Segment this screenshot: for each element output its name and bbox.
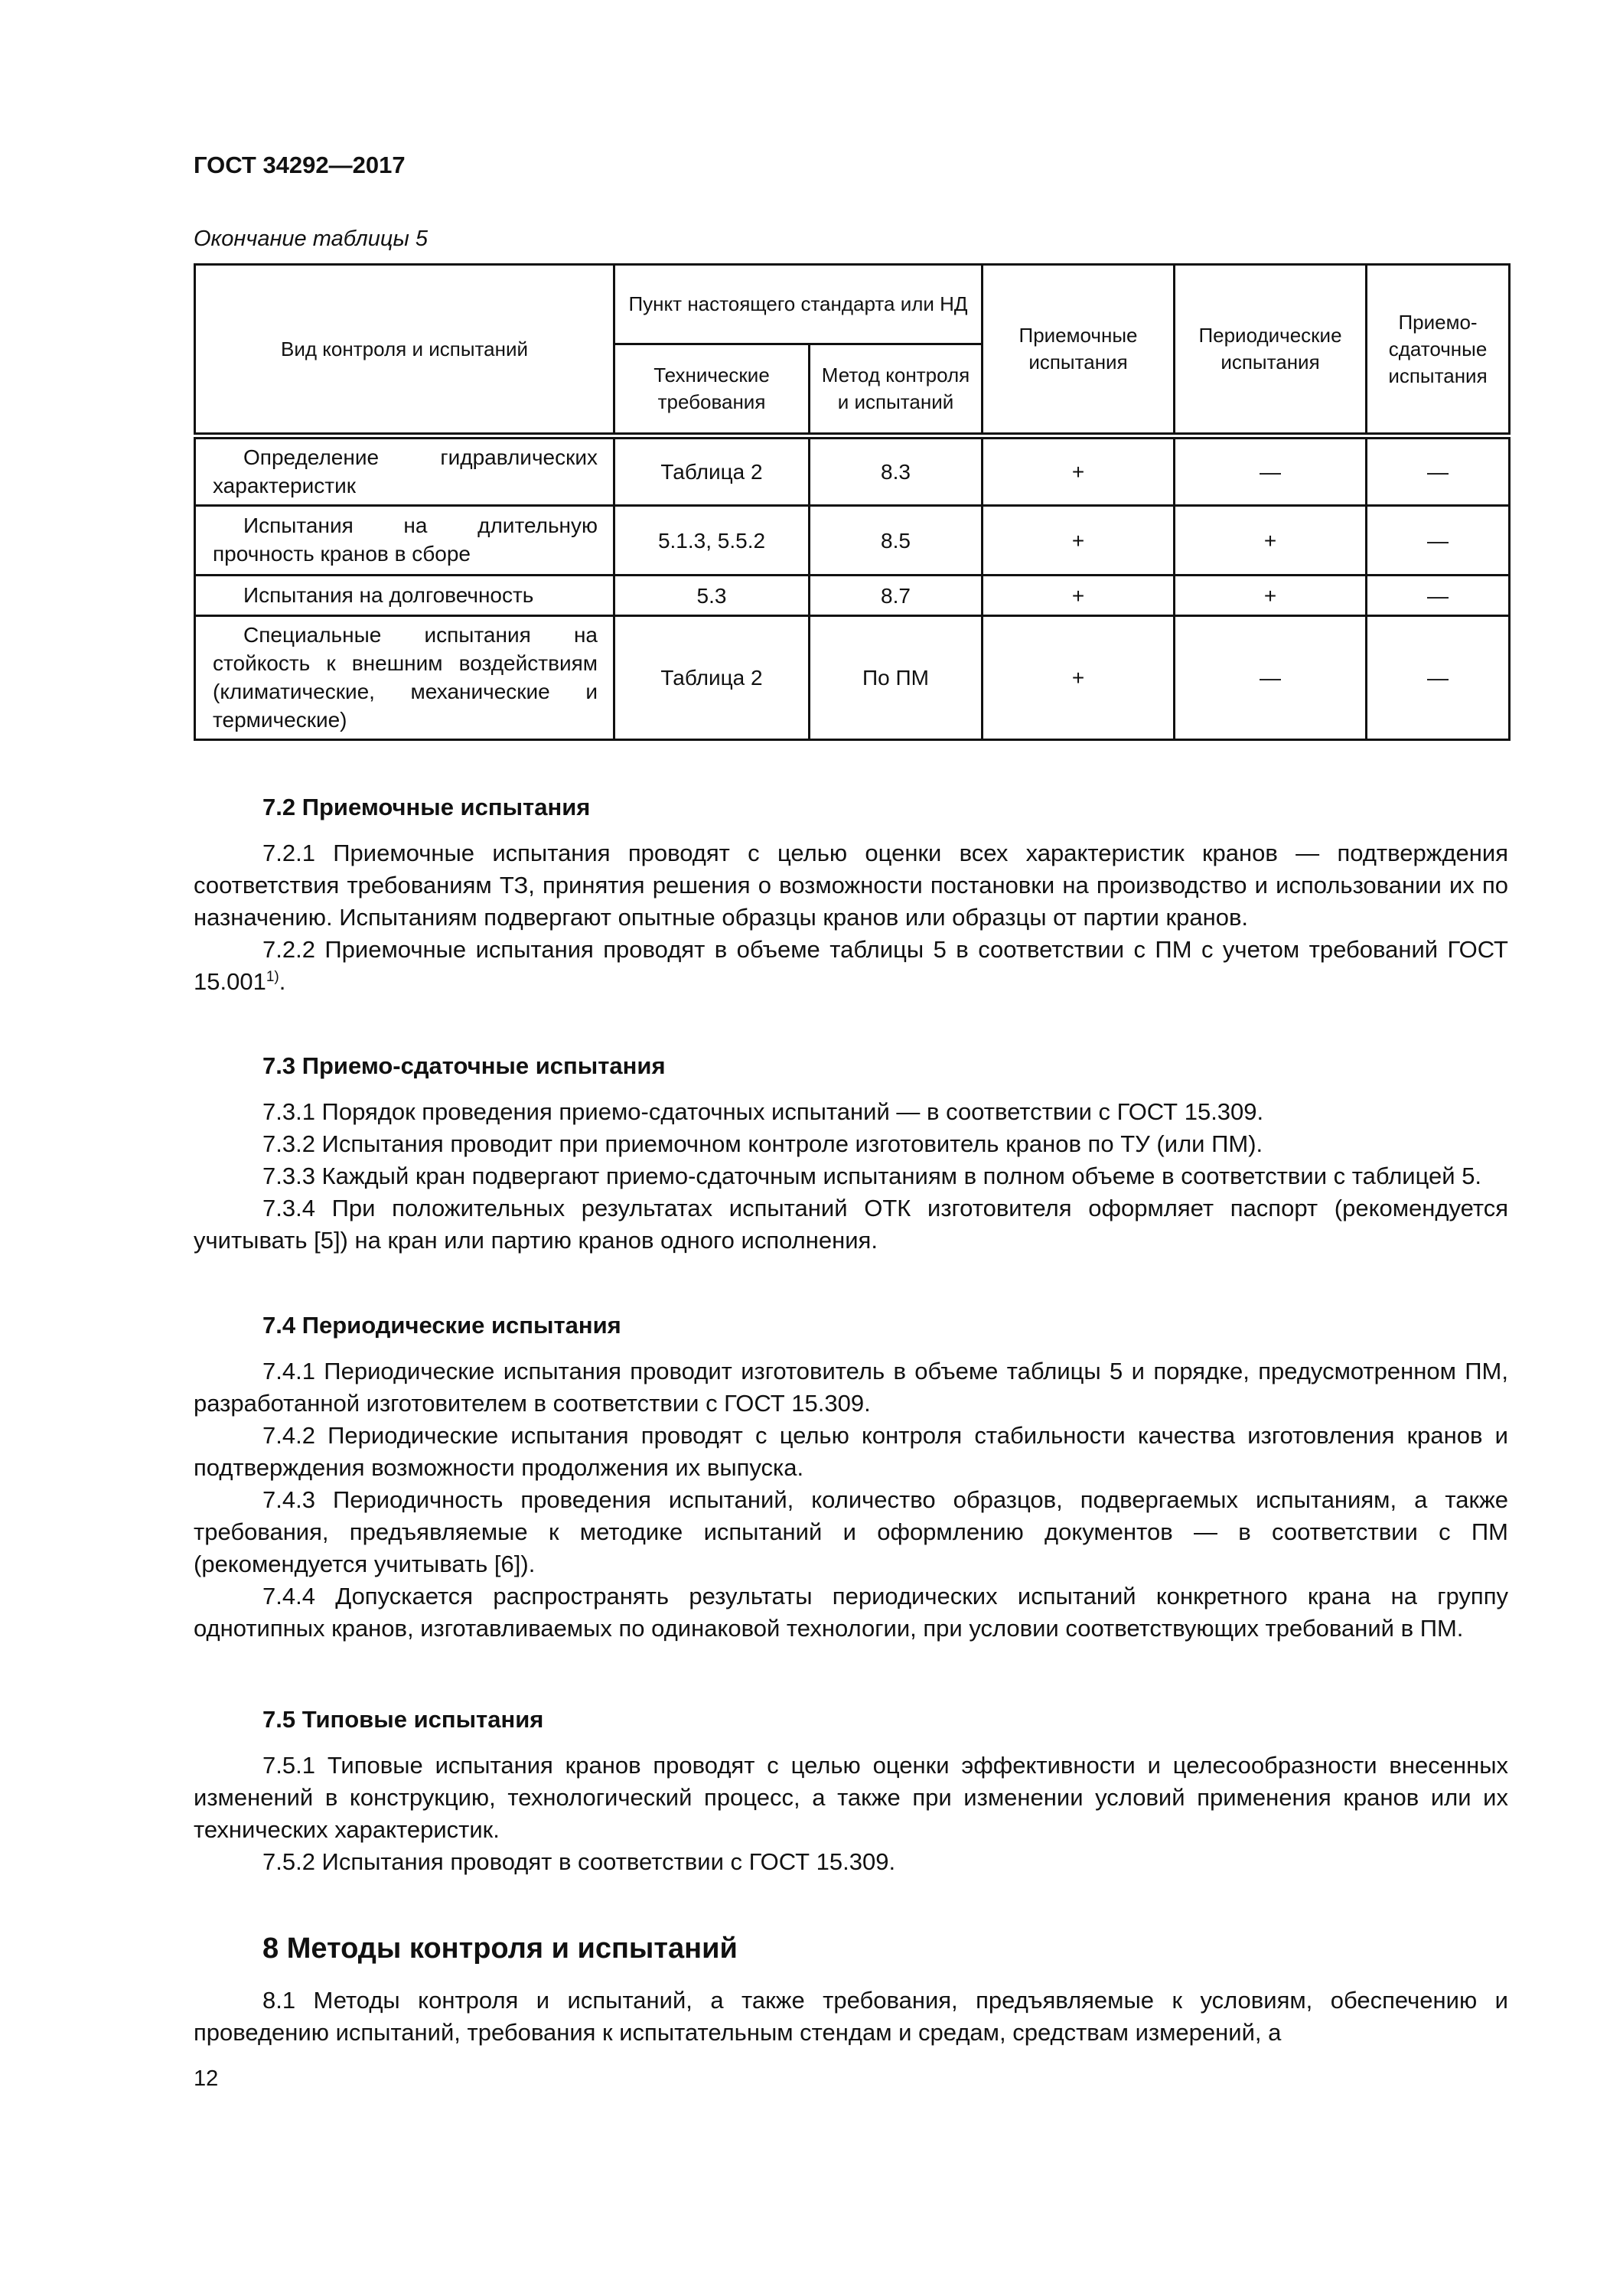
cell-handover: —	[1367, 436, 1510, 506]
header-method: Метод контроля и испытаний	[810, 344, 983, 436]
section-8	[194, 1932, 1508, 2049]
cell-tech-req: 5.3	[614, 576, 810, 616]
section-heading: 7.5 Типовые испытания	[262, 1706, 544, 1733]
paragraph: 7.4.1 Периодические испытания проводит изготовитель в объеме таблицы 5 и порядке, предусмотренном ПМ, разработанной изготовителем в соответствии с ГОСТ 15.309.	[194, 1358, 1508, 1417]
cell-method: По ПМ	[810, 616, 983, 740]
cell-periodic: +	[1175, 576, 1367, 616]
header-kind: Вид контроля и испытаний	[195, 265, 614, 436]
table-row	[195, 436, 1510, 506]
table-caption: Окончание таблицы 5	[194, 227, 428, 251]
cell-periodic: —	[1175, 616, 1367, 740]
cell-acceptance: +	[983, 436, 1175, 506]
paragraph: 7.3.2 Испытания проводит при приемочном контроле изготовитель кранов по ТУ (или ПМ).	[262, 1130, 1263, 1157]
paragraph: 7.4.4 Допускается распространять результаты периодических испытаний конкретного крана на группу однотипных кранов, изготавливаемых по одинаковой технологии, при условии соответствующих требований в ПМ.	[194, 1583, 1508, 1642]
paragraph: 7.4.3 Периодичность проведения испытаний, количество образцов, подвергаемых испытаниям, а также требования, предъявляемые к методике испытаний и оформлению документов — в соответствии с ПМ (рекомендуется учитывать [6]).	[194, 1486, 1508, 1577]
paragraph: 7.4.2 Периодические испытания проводят с целью контроля стабильности качества изготовления кранов и подтверждения возможности продолжения их выпуска.	[194, 1422, 1508, 1481]
section-heading: 7.3 Приемо-сдаточные испытания	[262, 1052, 666, 1079]
table-row	[195, 576, 1510, 616]
document-id-header: ГОСТ 34292—2017	[194, 152, 406, 178]
cell-kind: Испытания на длительную прочность кранов в сборе	[195, 506, 614, 576]
table-header-row	[195, 265, 1510, 344]
cell-kind: Испытания на долговечность	[195, 576, 614, 616]
cell-handover: —	[1367, 576, 1510, 616]
section-7-5	[194, 1704, 1508, 1878]
table-row	[195, 616, 1510, 740]
page-number: 12	[194, 2066, 219, 2091]
header-clause-group: Пункт настоящего стандарта или НД	[614, 265, 983, 344]
header-acceptance: Приемочные испытания	[983, 265, 1175, 436]
cell-acceptance: +	[983, 616, 1175, 740]
table-row	[195, 506, 1510, 576]
section-heading: 7.4 Периодические испытания	[262, 1312, 621, 1339]
header-tech-req: Технические требования	[614, 344, 810, 436]
cell-acceptance: +	[983, 506, 1175, 576]
section-7-4	[194, 1309, 1508, 1645]
section-7-3	[194, 1050, 1508, 1257]
paragraph: 7.5.1 Типовые испытания кранов проводят с целью оценки эффективности и целесообразности внесенных изменений в конструкцию, технологический процесс, а также при изменении условий применения кранов или их технических характеристик.	[194, 1752, 1508, 1843]
cell-handover: —	[1367, 506, 1510, 576]
cell-tech-req: 5.1.3, 5.5.2	[614, 506, 810, 576]
cell-kind: Специальные испытания на стойкость к внешним воздействиям (климатические, механические и термические)	[195, 616, 614, 740]
cell-method: 8.7	[810, 576, 983, 616]
cell-acceptance: +	[983, 576, 1175, 616]
cell-periodic: —	[1175, 436, 1367, 506]
paragraph: 7.2.2 Приемочные испытания проводят в объеме таблицы 5 в соответствии с ПМ с учетом требований ГОСТ 15.001$^{1)}$.	[194, 936, 1508, 995]
cell-method: 8.3	[810, 436, 983, 506]
cell-tech-req: Таблица 2	[614, 436, 810, 506]
cell-tech-req: Таблица 2	[614, 616, 810, 740]
section-heading: 7.2 Приемочные испытания	[262, 794, 591, 820]
cell-periodic: +	[1175, 506, 1367, 576]
header-periodic: Периодические испытания	[1175, 265, 1367, 436]
paragraph: 8.1 Методы контроля и испытаний, а также требования, предъявляемые к условиям, обеспечению и проведению испытаний, требования к испытательным стендам и средам, средствам измерений, а	[194, 1987, 1508, 2046]
footnote-ref: 1)	[266, 969, 279, 985]
test-types-table	[194, 263, 1511, 741]
paragraph: 7.3.4 При положительных результатах испытаний ОТК изготовителя оформляет паспорт (рекомендуется учитывать [5]) на кран или партию кранов одного исполнения.	[194, 1195, 1508, 1254]
header-handover: Приемо-сдаточные испытания	[1367, 265, 1510, 436]
cell-kind: Определение гидравлических характеристик	[195, 436, 614, 506]
chapter-heading: 8 Методы контроля и испытаний	[262, 1932, 738, 1965]
cell-handover: —	[1367, 616, 1510, 740]
cell-method: 8.5	[810, 506, 983, 576]
paragraph: 7.5.2 Испытания проводят в соответствии с ГОСТ 15.309.	[262, 1848, 896, 1875]
paragraph: 7.3.3 Каждый кран подвергают приемо-сдаточным испытаниям в полном объеме в соответствии с таблицей 5.	[262, 1163, 1482, 1189]
section-7-2	[194, 791, 1508, 998]
paragraph: 7.3.1 Порядок проведения приемо-сдаточных испытаний — в соответствии с ГОСТ 15.309.	[262, 1098, 1264, 1125]
paragraph: 7.2.1 Приемочные испытания проводят с целью оценки всех характеристик кранов — подтверждения соответствия требованиям ТЗ, принятия решения о возможности постановки на производство и использовании их по назначению. Испытаниям подвергают опытные образцы кранов или образцы от партии кранов.	[194, 840, 1508, 931]
